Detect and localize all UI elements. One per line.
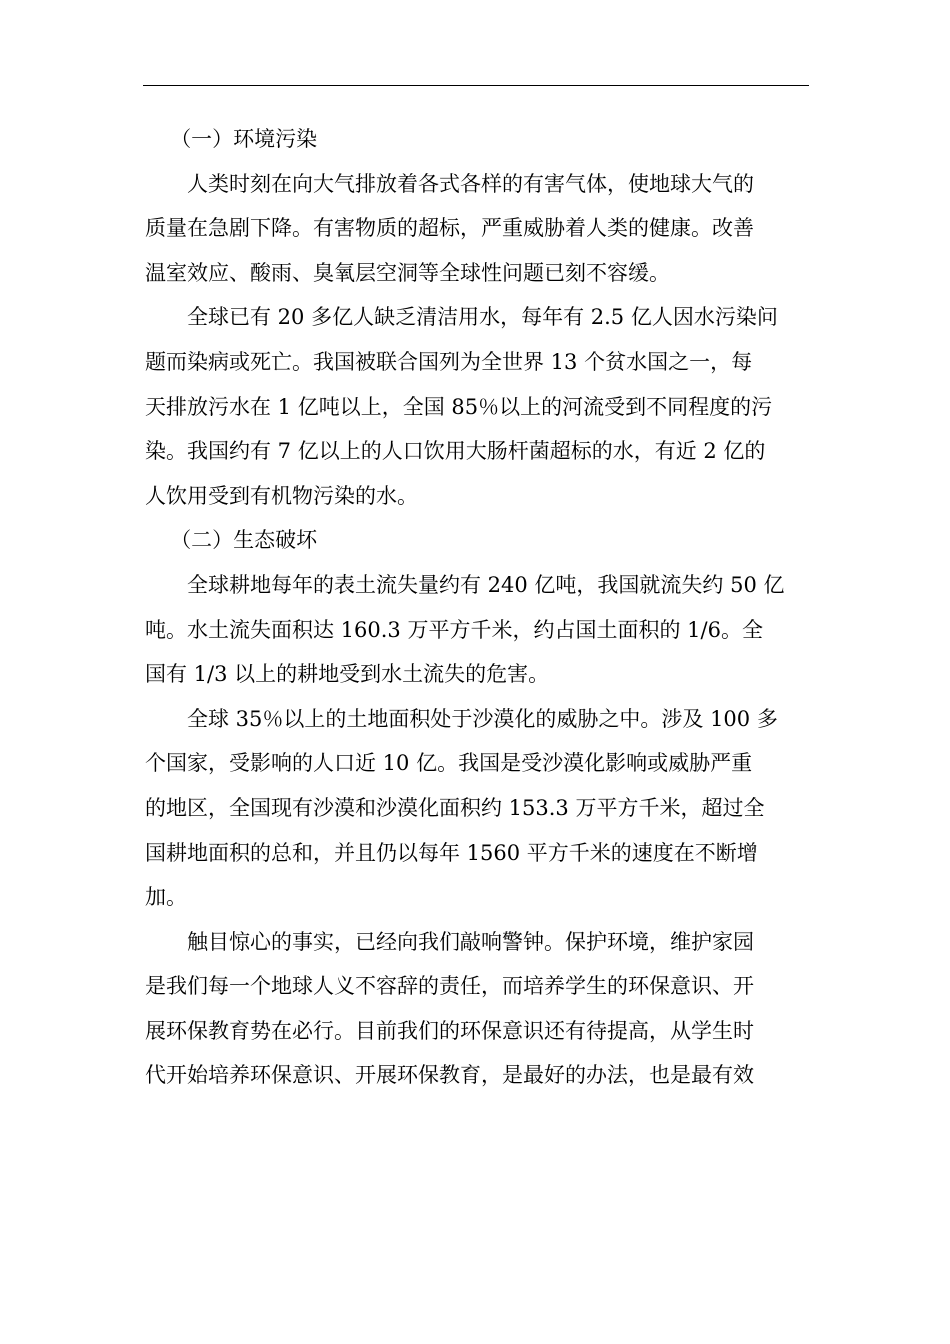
section-heading-environmental-pollution: （一）环境污染 <box>170 127 318 151</box>
document-body <box>145 117 795 1098</box>
section-heading-ecological-damage: （二）生态破坏 <box>170 528 318 553</box>
header-rule <box>143 85 809 86</box>
paragraph-environmental-education: 触目惊心的事实，已经向我们敲响警钟。保护环境，维护家园 是我们每一个地球人义不容辞的责任，而培养学生的环保意识、开 展环保教育势在必行。目前我们的环保意识还有待提高，从学生时 代开始培养环保意识、开展环保教育，是最好的办法，也是最有效 <box>145 929 754 1088</box>
paragraph-water-pollution: 全球已有 20 多亿人缺乏清洁用水，每年有 2.5 亿人因水污染问 题而染病或死亡。我国被联合国列为全世界 13 个贫水国之一，每 天排放污水在 1 亿吨以上，全国 85％以上的河流受到不同程度的污 染。我国约有 7 亿以上的人口饮用大肠杆菌超标的水，有近 2 亿的 人饮用受到有机物污染的水。 <box>145 305 778 508</box>
paragraph-desertification: 全球 35％以上的土地面积处于沙漠化的威胁之中。涉及 100 多 个国家，受影响的人口近 10 亿。我国是受沙漠化影响或威胁严重 的地区，全国现有沙漠和沙漠化面积约 153.3 万平方千米，超过全 国耕地面积的总和，并且仍以每年 1560 平方千米的速度在不断增 加。 <box>145 706 778 910</box>
paragraph-air-pollution: 人类时刻在向大气排放着各式各样的有害气体，使地球大气的 质量在急剧下降。有害物质的超标，严重威胁着人类的健康。改善 温室效应、酸雨、臭氧层空洞等全球性问题已刻不容缓。 <box>145 171 754 285</box>
paragraph-soil-erosion: 全球耕地每年的表土流失量约有 240 亿吨，我国就流失约 50 亿 吨。水土流失面积达 160.3 万平方千米，约占国土面积的 1/6。全 国有 1/3 以上的耕地受到水土流失的危害。 <box>145 572 785 687</box>
